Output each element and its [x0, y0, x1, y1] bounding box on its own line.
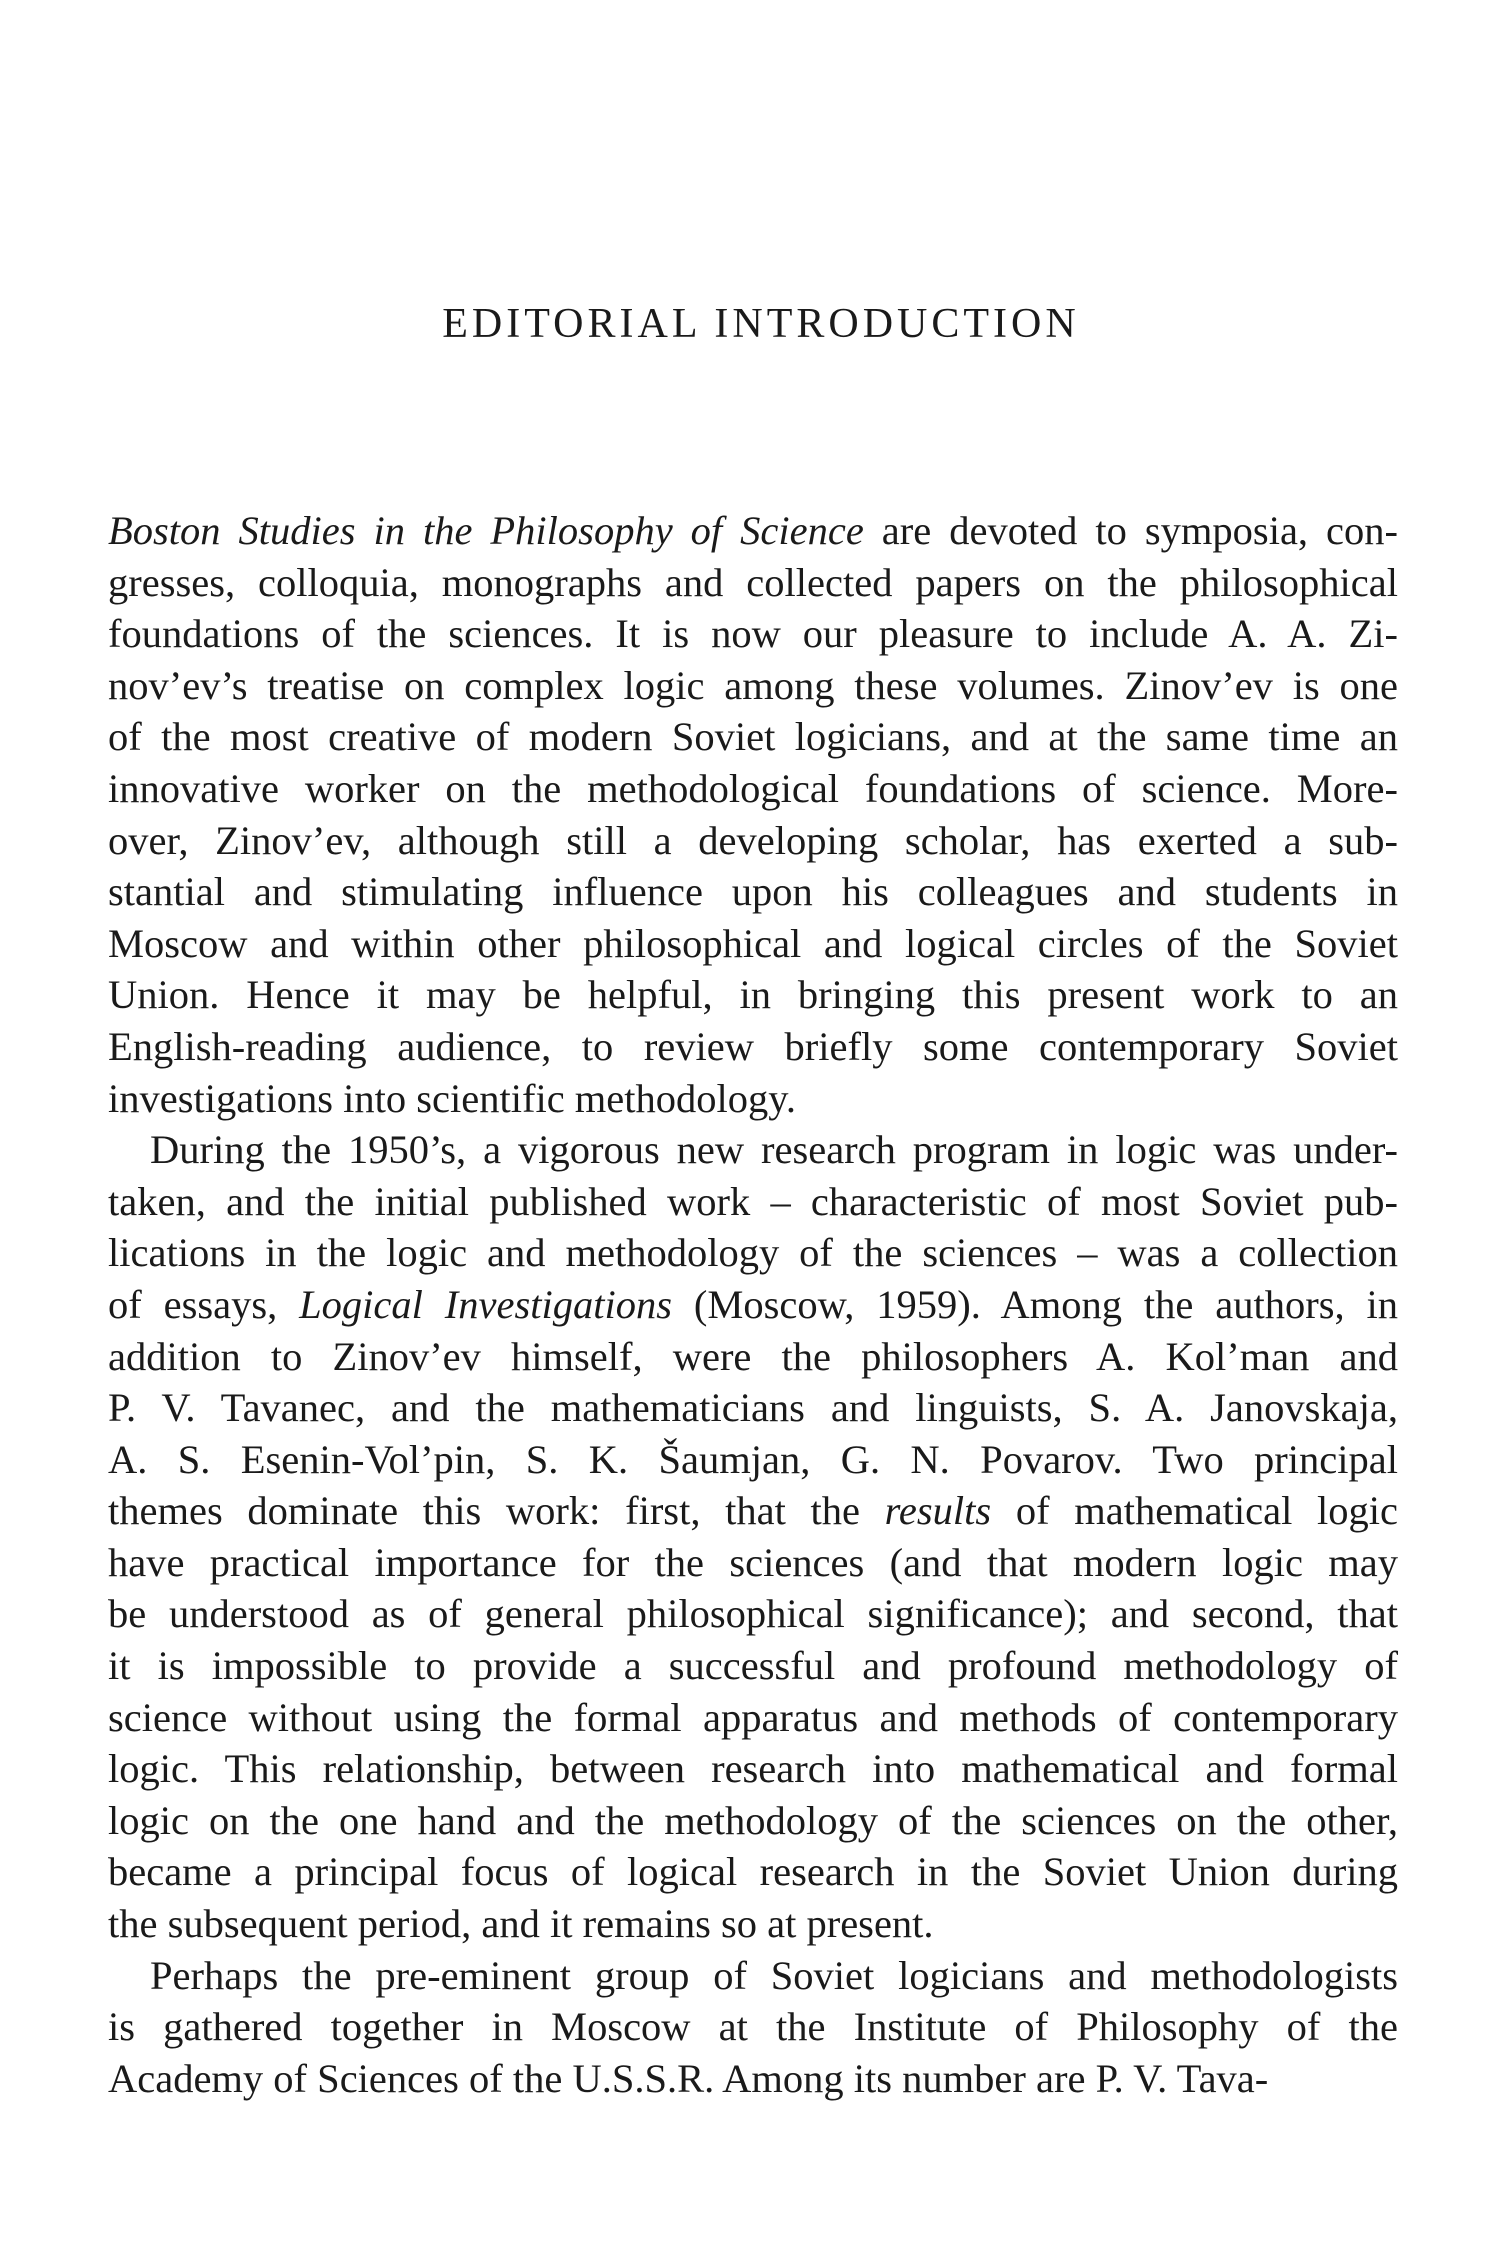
- text-segment: logic on the one hand and the methodology of the sciences on the other,: [108, 1797, 1398, 1843]
- text-line: [108, 557, 1398, 609]
- text-line: [108, 1485, 1398, 1537]
- text-line: [108, 1588, 1398, 1640]
- text-segment: themes dominate this work: first, that the: [108, 1488, 885, 1534]
- text-line: [108, 969, 1398, 1021]
- text-line: [108, 1382, 1398, 1434]
- text-segment: addition to Zinov’ev himself, were the philosophers A. Kol’man and: [108, 1333, 1398, 1379]
- text-segment: be understood as of general philosophical significance); and second, that: [108, 1591, 1398, 1637]
- text-segment: foundations of the sciences. It is now our pleasure to include A. A. Zi-: [108, 611, 1398, 657]
- text-segment: During the 1950’s, a vigorous new research program in logic was under-: [150, 1127, 1398, 1173]
- text-line: [108, 1021, 1398, 1073]
- text-line: [108, 866, 1398, 918]
- text-segment: the subsequent period, and it remains so at present.: [108, 1901, 934, 1947]
- text-segment: taken, and the initial published work – characteristic of most Soviet pub-: [108, 1178, 1398, 1224]
- text-segment: gresses, colloquia, monographs and collected papers on the philosophical: [108, 559, 1398, 605]
- text-segment: English-reading audience, to review briefly some contemporary Soviet: [108, 1023, 1398, 1069]
- text-segment: lications in the logic and methodology of the sciences – was a collection: [108, 1230, 1398, 1276]
- text-line: [108, 2053, 1398, 2105]
- text-line: [108, 1795, 1398, 1847]
- text-segment: A. S. Esenin-Vol’pin, S. K. Šaumjan, G. N. Povarov. Two principal: [108, 1436, 1398, 1482]
- text-line: [108, 660, 1398, 712]
- text-line: [108, 1434, 1398, 1486]
- text-segment: logic. This relationship, between research into mathematical and formal: [108, 1746, 1398, 1792]
- paragraph: [108, 505, 1398, 1124]
- text-segment: Perhaps the pre-eminent group of Soviet logicians and methodologists: [150, 1952, 1398, 1998]
- text-line: [108, 1124, 1398, 1176]
- text-segment: stantial and stimulating influence upon his colleagues and students in: [108, 869, 1398, 915]
- paragraph: [108, 1124, 1398, 1950]
- text-segment: Union. Hence it may be helpful, in bringing this present work to an: [108, 972, 1398, 1018]
- text-line: [108, 1227, 1398, 1279]
- text-line: [108, 1846, 1398, 1898]
- text-line: [108, 1898, 1398, 1950]
- text-segment: Moscow and within other philosophical and logical circles of the Soviet: [108, 920, 1398, 966]
- text-line: [108, 918, 1398, 970]
- italic-text: results: [884, 1488, 992, 1534]
- paragraph: [108, 1950, 1398, 2105]
- text-segment: science without using the formal apparatus and methods of contemporary: [108, 1694, 1398, 1740]
- text-line: [108, 2001, 1398, 2053]
- text-line: [108, 1640, 1398, 1692]
- text-line: [108, 1743, 1398, 1795]
- text-line: [108, 1950, 1398, 2002]
- page-title: EDITORIAL INTRODUCTION: [442, 301, 1080, 347]
- text-segment: nov’ev’s treatise on complex logic among these volumes. Zinov’ev is one: [108, 662, 1398, 708]
- text-segment: Academy of Sciences of the U.S.S.R. Among its number are P. V. Tava-: [108, 2055, 1269, 2101]
- italic-text: Boston Studies in the Philosophy of Science: [108, 508, 864, 553]
- text-segment: are devoted to symposia, con-: [863, 508, 1398, 553]
- text-line: [108, 608, 1398, 660]
- text-line: [108, 763, 1398, 815]
- text-line: [108, 1537, 1398, 1589]
- italic-text: Logical Investigations: [299, 1281, 672, 1327]
- text-line: [108, 711, 1398, 763]
- text-line: [108, 1331, 1398, 1383]
- text-segment: of essays,: [108, 1281, 300, 1327]
- text-segment: (Moscow, 1959). Among the authors, in: [671, 1281, 1398, 1327]
- text-segment: of mathematical logic: [991, 1488, 1399, 1534]
- text-line: [108, 1692, 1398, 1744]
- text-segment: have practical importance for the sciences (and that modern logic may: [108, 1539, 1398, 1585]
- text-line: [108, 1073, 1398, 1125]
- text-segment: innovative worker on the methodological foundations of science. More-: [108, 765, 1398, 811]
- text-line: [108, 1176, 1398, 1228]
- text-line: [108, 505, 1398, 557]
- text-segment: became a principal focus of logical research in the Soviet Union during: [108, 1849, 1398, 1895]
- text-segment: investigations into scientific methodology.: [108, 1075, 797, 1121]
- text-segment: is gathered together in Moscow at the Institute of Philosophy of the: [108, 2004, 1398, 2050]
- text-segment: P. V. Tavanec, and the mathematicians and linguists, S. A. Janovskaja,: [108, 1385, 1398, 1431]
- text-segment: over, Zinov’ev, although still a developing scholar, has exerted a sub-: [108, 817, 1398, 863]
- text-segment: of the most creative of modern Soviet logicians, and at the same time an: [108, 714, 1398, 760]
- text-segment: it is impossible to provide a successful and profound methodology of: [108, 1643, 1398, 1689]
- text-line: [108, 815, 1398, 867]
- body-text: [108, 505, 1398, 2104]
- text-line: [108, 1279, 1398, 1331]
